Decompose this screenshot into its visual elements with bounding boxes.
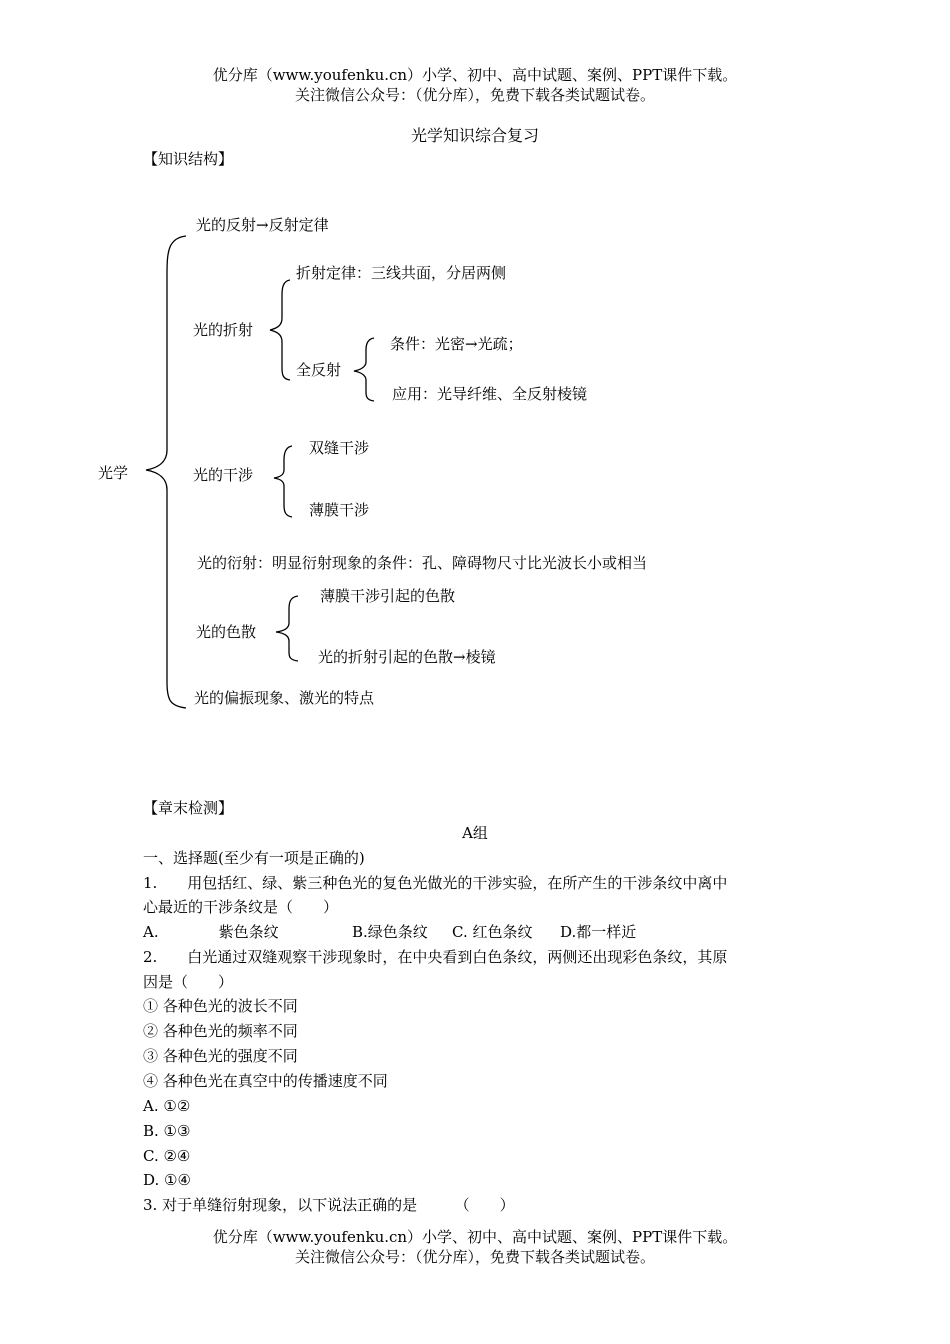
q3-line-1: 3. 对于单缝衍射现象，以下说法正确的是 （ ）	[143, 1196, 515, 1214]
brace-interference	[274, 446, 292, 517]
q2-statement-2: ② 各种色光的频率不同	[143, 1022, 298, 1040]
tree-dispersion-thin-film: 薄膜干涉引起的色散	[320, 587, 456, 605]
q2-option-a: A. ①②	[143, 1097, 191, 1115]
tree-tr-condition: 条件：光密→光疏；	[390, 335, 523, 353]
page-title: 光学知识综合复习	[410, 126, 539, 145]
tree-dispersion-refraction: 光的折射引起的色散→棱镜	[318, 648, 496, 666]
header-line-2: 关注微信公众号：（优分库），免费下载各类试题试卷。	[294, 86, 655, 104]
tree-root-optics: 光学	[98, 464, 129, 482]
section-structure-heading: 【知识结构】	[143, 150, 234, 168]
tree-total-reflection: 全反射	[296, 361, 342, 379]
q1-option-b: B.绿色条纹	[352, 923, 428, 941]
q1-line-1: 1. 用包括红、绿、紫三种色光的复色光做光的干涉实验，在所产生的干涉条纹中离中	[143, 874, 728, 892]
footer-line-2: 关注微信公众号：（优分库），免费下载各类试题试卷。	[294, 1248, 655, 1266]
brace-total-reflection	[354, 338, 374, 401]
q1-option-d: D.都一样近	[560, 923, 637, 941]
header-line-1: 优分库（www.youfenku.cn）小学、初中、高中试题、案例、PPT课件下载。	[212, 66, 738, 84]
brace-optics	[146, 236, 186, 708]
q2-option-c: C. ②④	[143, 1147, 191, 1165]
tree-thin-film: 薄膜干涉	[309, 501, 370, 519]
tree-refraction: 光的折射	[193, 321, 254, 339]
tree-double-slit: 双缝干涉	[309, 439, 370, 457]
q2-statement-3: ③ 各种色光的强度不同	[143, 1047, 298, 1065]
q1-line-2: 心最近的干涉条纹是（ ）	[143, 898, 339, 916]
q2-option-d: D. ①④	[143, 1171, 191, 1189]
q2-statement-4: ④ 各种色光在真空中的传播速度不同	[143, 1072, 388, 1090]
tree-diffraction: 光的衍射：明显衍射现象的条件：孔、障碍物尺寸比光波长小或相当	[197, 554, 648, 572]
tree-tr-application: 应用：光导纤维、全反射棱镜	[392, 385, 588, 403]
tree-dispersion: 光的色散	[196, 623, 257, 641]
q2-statement-1: ① 各种色光的波长不同	[143, 997, 298, 1015]
q2-line-1: 2. 白光通过双缝观察干涉现象时，在中央看到白色条纹，两侧还出现彩色条纹，其原	[143, 948, 728, 966]
q2-option-b: B. ①③	[143, 1122, 191, 1140]
q1-option-a: A. 紫色条纹	[143, 923, 279, 941]
section-test-heading: 【章末检测】	[143, 799, 234, 817]
tree-refraction-law: 折射定律：三线共面，分居两侧	[296, 264, 507, 282]
tree-interference: 光的干涉	[193, 466, 254, 484]
brace-refraction	[270, 280, 290, 380]
part-1-heading: 一、选择题(至少有一项是正确的)	[143, 849, 365, 867]
brace-dispersion	[276, 596, 298, 661]
footer-line-1: 优分库（www.youfenku.cn）小学、初中、高中试题、案例、PPT课件下载。	[212, 1228, 738, 1246]
tree-reflection: 光的反射→反射定律	[196, 216, 329, 234]
q2-line-2: 因是（ ）	[143, 973, 234, 991]
q1-option-c: C. 红色条纹	[452, 923, 533, 941]
group-label: A组	[462, 824, 488, 842]
tree-polarization: 光的偏振现象、激光的特点	[194, 689, 375, 707]
